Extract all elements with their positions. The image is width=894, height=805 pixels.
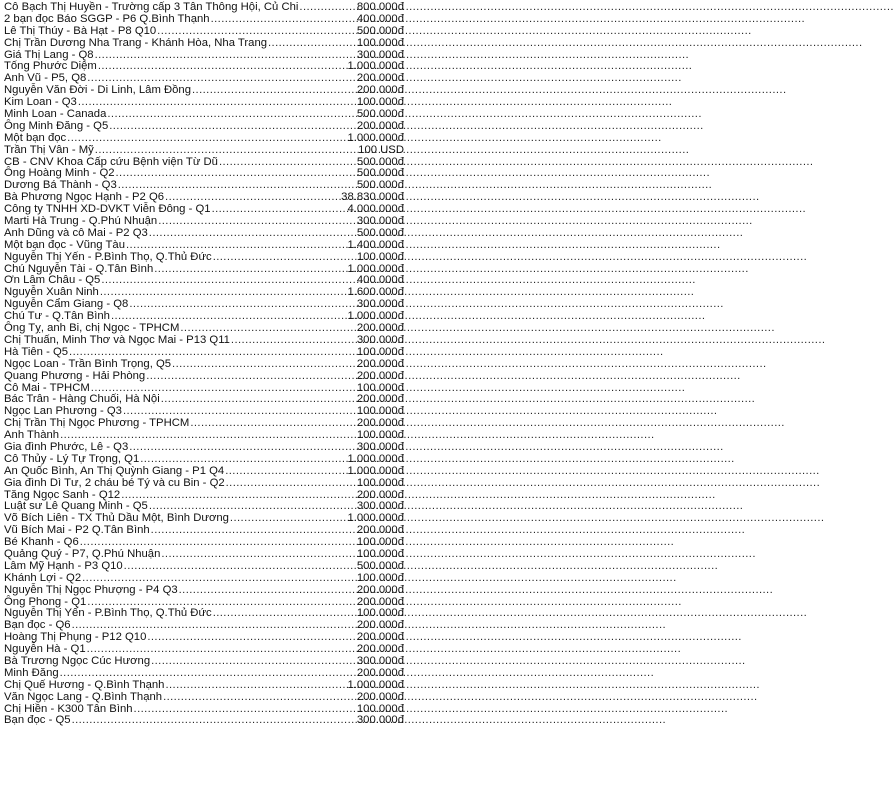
donor-name: Chú Tư - Q.Tân Bình <box>4 310 110 323</box>
donation-row <box>4 252 404 264</box>
donation-amount: 200.000đ <box>356 357 404 370</box>
donation-amount: 200.000đ <box>356 119 404 132</box>
donation-amount: 100.000đ <box>356 96 404 109</box>
donation-row <box>4 573 404 585</box>
donor-name: Một bạn đọc - Vũng Tàu <box>4 238 125 251</box>
donor-name: Luật sư Lê Quang Minh - Q5 <box>4 500 148 513</box>
donation-list <box>0 0 410 805</box>
dot-leader <box>82 573 356 585</box>
dot-leader <box>268 38 356 50</box>
donation-amount: 100 USD <box>358 143 404 156</box>
dot-leader <box>72 715 356 727</box>
donation-amount: 200.000đ <box>356 666 404 679</box>
donation-amount: 200.000đ <box>356 619 404 632</box>
donor-name: Võ Bích Liên - TX Thủ Dầu Một, Bình Dương <box>4 512 229 525</box>
donor-name: Marti Hà Trung - Q.Phú Nhuận <box>4 215 158 228</box>
donor-name: Ngọc Lan Phương - Q3 <box>4 405 122 418</box>
donor-name: Chú Nguyễn Tài - Q.Tân Bình <box>4 262 154 275</box>
donor-name: Nguyễn Thị Yến - P.Bình Thọ, Q.Thủ Đức <box>4 607 212 620</box>
dot-leader <box>225 466 346 478</box>
donation-amount: 200.000đ <box>356 643 404 656</box>
donation-amount: 200.000đ <box>356 690 404 703</box>
donation-amount: 500.000đ <box>356 108 404 121</box>
dot-leader <box>211 14 356 26</box>
donation-amount: 100.000đ <box>356 476 404 489</box>
donation-row <box>4 371 404 383</box>
donation-amount: 300.000đ <box>356 215 404 228</box>
donor-name: 2 bạn đọc Báo SGGP - P6 Q.Bình Thạnh <box>4 12 210 25</box>
donation-amount: 300.000đ <box>356 440 404 453</box>
donation-amount: 100.000đ <box>356 547 404 560</box>
donor-name: CB - CNV Khoa Cấp cứu Bệnh viện Từ Dũ <box>4 155 218 168</box>
dot-leader <box>157 26 356 38</box>
donor-name: Kim Loan - Q3 <box>4 96 77 109</box>
donation-row <box>4 121 404 133</box>
donor-name: Nguyễn Văn Đời - Di Linh, Lâm Đồng <box>4 84 191 97</box>
donation-amount: 200.000đ <box>356 524 404 537</box>
donor-name: Quang Phương - Hải Phòng <box>4 369 146 382</box>
donor-name: Bạn đọc - Q5 <box>4 714 71 727</box>
dot-leader <box>69 347 356 359</box>
donation-amount: 100.000đ <box>356 429 404 442</box>
donation-amount: 200.000đ <box>356 322 404 335</box>
donation-row <box>4 240 404 252</box>
donation-amount: 200.000đ <box>356 393 404 406</box>
dot-leader <box>213 252 356 264</box>
donor-name: Bé Khanh - Q6 <box>4 536 79 549</box>
donation-row <box>4 454 404 466</box>
dot-leader <box>172 359 356 371</box>
donation-amount: 100.000đ <box>356 536 404 549</box>
donation-row <box>4 668 404 680</box>
donor-name: Gia đình Phước, Lê - Q3 <box>4 440 129 453</box>
donation-amount: 1.000.000đ <box>347 60 404 73</box>
donation-amount: 200.000đ <box>356 84 404 97</box>
dot-leader <box>126 240 346 252</box>
donor-name: Bạn đọc - Q6 <box>4 619 71 632</box>
donor-name: Hoàng Thị Phụng - P12 Q10 <box>4 631 147 644</box>
donation-amount: 800.000đ <box>356 1 404 13</box>
donation-amount: 1.000.000đ <box>347 452 404 465</box>
donor-name: Bác Trân - Hàng Chuối, Hà Nội <box>4 393 160 406</box>
donor-name: Quảng Quý - P7, Q.Phú Nhuận <box>4 547 161 560</box>
donor-name: Vũ Bích Mai - P2 Q.Tân Bình <box>4 524 150 537</box>
donor-name: Gia đình Dì Tư, 2 cháu bé Tý và cu Bin - Q2 <box>4 476 225 489</box>
donation-amount: 200.000đ <box>356 583 404 596</box>
donation-amount: 500.000đ <box>356 155 404 168</box>
donation-row <box>4 478 404 490</box>
donation-amount: 200.000đ <box>356 595 404 608</box>
donor-name: Ông Phong - Q1 <box>4 595 87 608</box>
donation-amount: 4.000.000đ <box>347 203 404 216</box>
donation-row <box>4 38 404 50</box>
donation-amount: 500.000đ <box>356 179 404 192</box>
donation-amount: 300.000đ <box>356 500 404 513</box>
donation-amount: 100.000đ <box>356 36 404 49</box>
donation-row <box>4 26 404 38</box>
donation-row <box>4 133 404 145</box>
donation-amount: 500.000đ <box>356 167 404 180</box>
donation-amount: 200.000đ <box>356 488 404 501</box>
donor-name: Lâm Mỹ Hạnh - P3 Q10 <box>4 559 123 572</box>
donor-name: Giá Thị Lang - Q8 <box>4 48 94 61</box>
donor-name: Cô Bạch Thị Huyền - Trường cấp 3 Tân Thông Hội, Củ Chi <box>4 1 299 13</box>
dot-leader <box>179 585 356 597</box>
donor-name: Công ty TNHH XD-DVKT Viễn Đông - Q1 <box>4 203 211 216</box>
dot-leader <box>67 133 346 145</box>
donation-amount: 400.000đ <box>356 274 404 287</box>
donation-amount: 500.000đ <box>356 559 404 572</box>
donation-row <box>4 145 404 157</box>
donation-amount: 200.000đ <box>356 631 404 644</box>
donation-amount: 500.000đ <box>356 24 404 37</box>
donor-name: Ơn Lâm Châu - Q5 <box>4 274 101 287</box>
dot-leader <box>146 371 356 383</box>
donation-amount: 100.000đ <box>356 607 404 620</box>
dot-leader <box>140 454 346 466</box>
donor-name: An Quốc Bình, An Thị Quỳnh Giang - P1 Q4 <box>4 464 225 477</box>
donor-name: Chị Hiền - K300 Tân Bình <box>4 702 133 715</box>
donor-name: Cô Mai - TPHCM <box>4 381 90 394</box>
donation-amount: 100.000đ <box>356 381 404 394</box>
donation-amount: 1.600.000đ <box>347 286 404 299</box>
donor-name: Chị Thuấn, Minh Thơ và Ngọc Mai - P13 Q11 <box>4 333 230 346</box>
dot-leader <box>163 692 356 704</box>
donation-row <box>4 692 404 704</box>
dot-leader <box>165 680 346 692</box>
donor-name: Anh Thành <box>4 429 60 442</box>
donation-row <box>4 680 404 692</box>
donor-name: Bà Phương Ngọc Hạnh - P2 Q6 <box>4 191 165 204</box>
donor-name: Nguyễn Thị Ngọc Phượng - P4 Q3 <box>4 583 178 596</box>
donor-name: Lê Thị Thúy - Bà Hạt - P8 Q10 <box>4 24 157 37</box>
donor-name: Chị Trần Dương Nha Trang - Khánh Hòa, Nha Trang <box>4 36 268 49</box>
donation-amount: 1.400.000đ <box>347 238 404 251</box>
donation-amount: 200.000đ <box>356 72 404 85</box>
donor-name: Chị Quế Hương - Q.Bình Thạnh <box>4 678 165 691</box>
donation-amount: 300.000đ <box>356 714 404 727</box>
donor-name: Anh Vũ - P5, Q8 <box>4 72 87 85</box>
donor-name: Cô Thủy - Lý Tự Trọng, Q1 <box>4 452 140 465</box>
donation-amount: 1.000.000đ <box>347 464 404 477</box>
donation-amount: 100.000đ <box>356 702 404 715</box>
donation-amount: 300.000đ <box>356 48 404 61</box>
donation-amount: 300.000đ <box>356 333 404 346</box>
donor-name: Ngọc Loan - Trần Bình Trọng, Q5 <box>4 357 172 370</box>
donor-name: Hà Tiên - Q5 <box>4 345 69 358</box>
donor-name: Nguyễn Hà - Q1 <box>4 643 86 656</box>
donor-name: Văn Ngọc Lang - Q.Bình Thạnh <box>4 690 163 703</box>
donor-name: Nguyễn Cẩm Giang - Q8 <box>4 298 129 311</box>
donation-amount: 1.000.000đ <box>347 131 404 144</box>
donor-name: Tăng Ngọc Sanh - Q12 <box>4 488 121 501</box>
donor-name: Dương Bá Thành - Q3 <box>4 179 117 192</box>
donation-row <box>4 14 404 26</box>
donation-amount: 1.000.000đ <box>347 310 404 323</box>
donation-amount: 300.000đ <box>356 298 404 311</box>
donor-name: Ông Minh Đăng - Q5 <box>4 119 109 132</box>
donor-name: Minh Đăng <box>4 666 59 679</box>
donor-name: Tống Phước Diệm <box>4 60 97 73</box>
donation-amount: 100.000đ <box>356 345 404 358</box>
donation-amount: 1.000.000đ <box>347 512 404 525</box>
donor-name: Một bạn đọc <box>4 131 67 144</box>
donation-amount: 1.000.000đ <box>347 678 404 691</box>
donation-row <box>4 347 404 359</box>
donor-name: Bà Trương Ngọc Cúc Hương <box>4 654 151 667</box>
donor-name: Ông Tỵ, anh Bi, chị Ngọc - TPHCM <box>4 322 180 335</box>
dot-leader <box>226 478 356 490</box>
donation-amount: 200.000đ <box>356 417 404 430</box>
donation-amount: 400.000đ <box>356 12 404 25</box>
donation-row <box>4 359 404 371</box>
donor-name: Nguyễn Thị Yến - P.Bình Thọ, Q.Thủ Đức <box>4 250 212 263</box>
donor-name: Minh Loan - Canada <box>4 108 107 121</box>
donation-row <box>4 715 404 727</box>
dot-leader <box>124 561 356 573</box>
donation-amount: 100.000đ <box>356 405 404 418</box>
donor-name: Chị Trần Thị Ngọc Phương - TPHCM <box>4 417 190 430</box>
donor-name: Anh Dũng và cô Mai - P2 Q3 <box>4 226 148 239</box>
donation-row <box>4 466 404 478</box>
donor-name: Khánh Lợi - Q2 <box>4 571 82 584</box>
donation-amount: 500.000đ <box>356 226 404 239</box>
donation-amount: 100.000đ <box>356 250 404 263</box>
donor-name: Nguyễn Xuân Ninh <box>4 286 99 299</box>
donor-name: Ông Hoàng Minh - Q2 <box>4 167 115 180</box>
dot-leader <box>60 668 356 680</box>
donor-name: Trần Thị Vân - Mỹ <box>4 143 94 156</box>
donation-amount: 300.000đ <box>356 654 404 667</box>
donation-amount: 38.830.000đ <box>341 191 404 204</box>
dot-leader <box>95 145 357 157</box>
donation-row <box>4 561 404 573</box>
donation-row <box>4 585 404 597</box>
donation-amount: 100.000đ <box>356 571 404 584</box>
donation-amount: 200.000đ <box>356 369 404 382</box>
donation-amount: 1.000.000đ <box>347 262 404 275</box>
